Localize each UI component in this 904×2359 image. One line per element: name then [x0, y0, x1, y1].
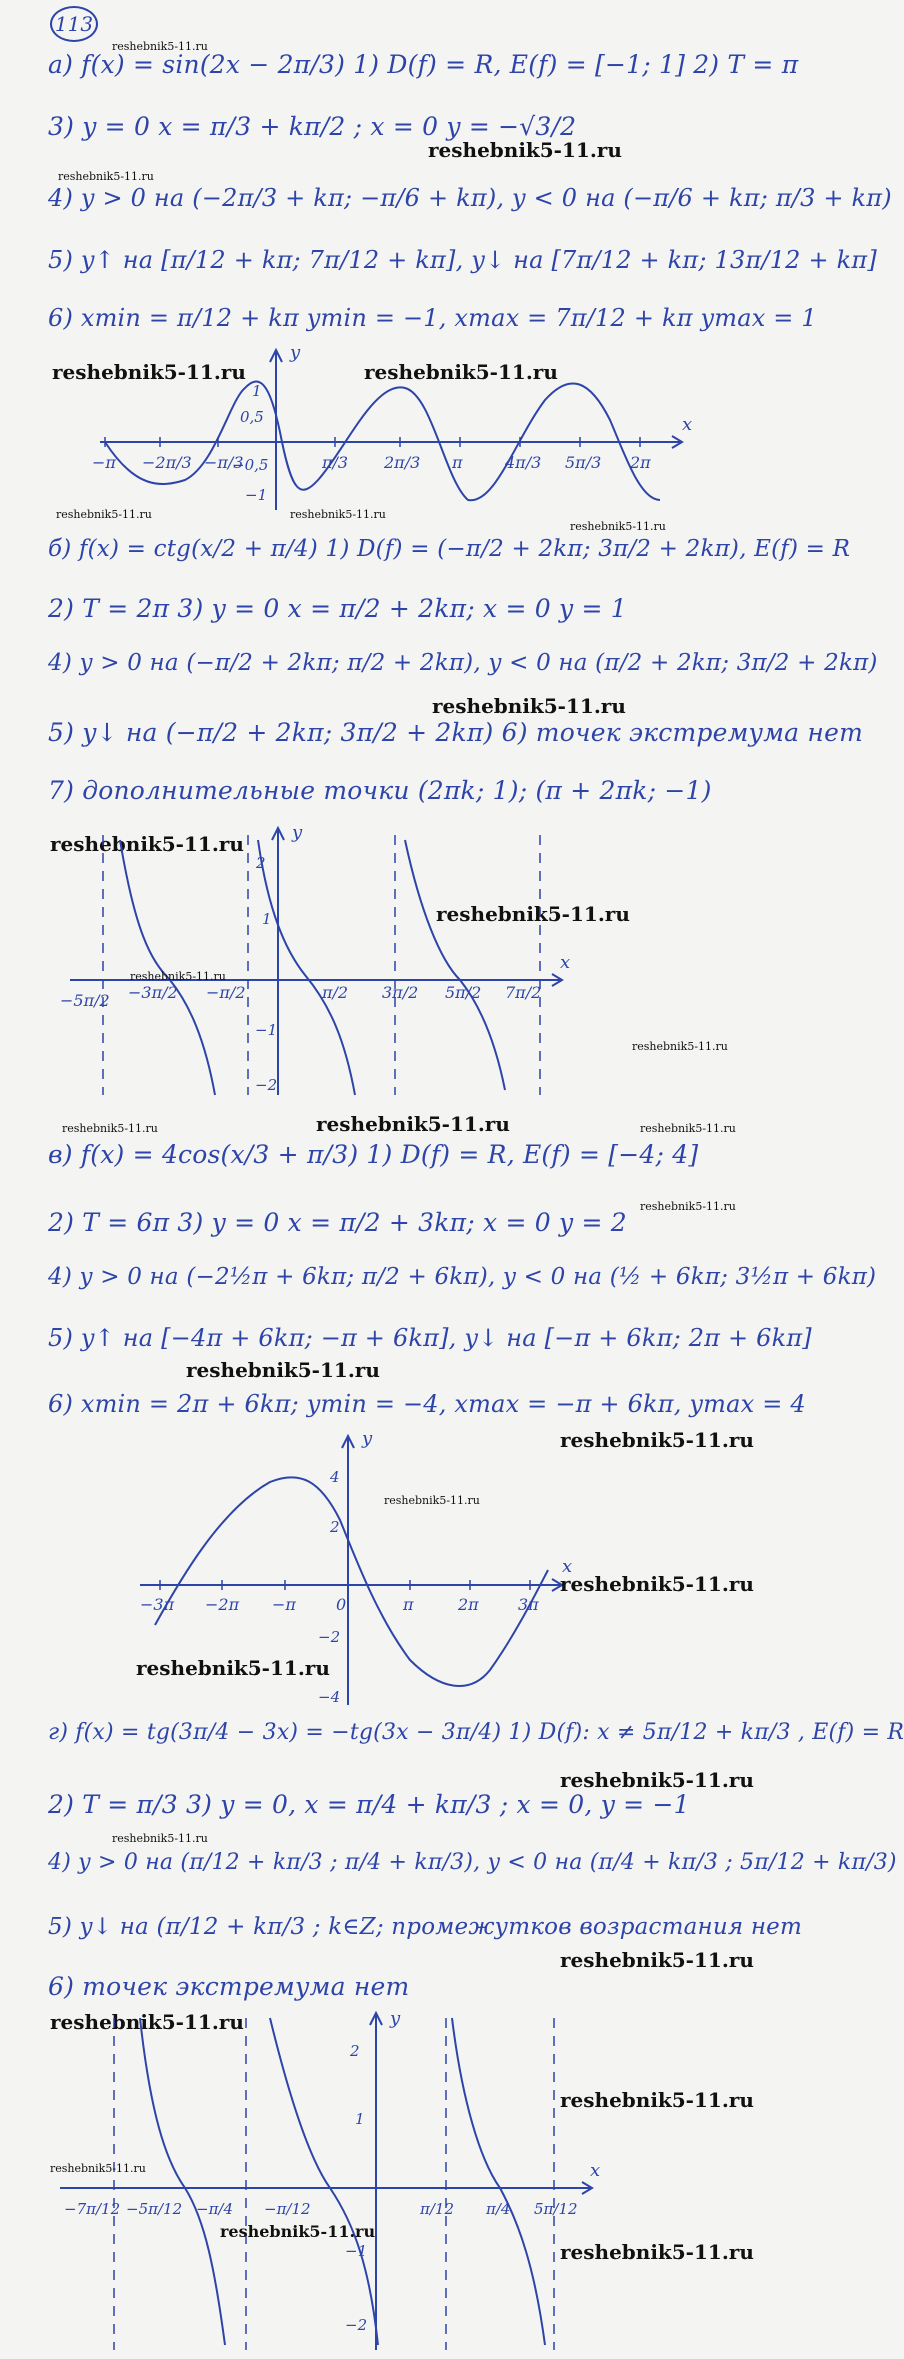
- axis-x-label: x: [560, 952, 571, 973]
- watermark: reshebnik5-11.ru: [56, 508, 152, 521]
- watermark: reshebnik5-11.ru: [570, 520, 666, 533]
- y-tick: −2: [255, 1076, 278, 1094]
- y-tick: 4: [330, 1468, 340, 1486]
- watermark: reshebnik5-11.ru: [130, 970, 226, 983]
- graph-a: [0, 340, 806, 520]
- x-tick: 0: [336, 1595, 347, 1614]
- x-tick: −7π/12: [64, 2200, 121, 2218]
- x-tick: 5π/12: [534, 2200, 578, 2218]
- x-tick: π/12: [420, 2200, 454, 2218]
- x-tick: π/3: [322, 453, 349, 472]
- x-tick: −π/2: [206, 983, 246, 1002]
- graph-c: [0, 1420, 806, 1710]
- x-tick: −2π: [205, 1595, 240, 1614]
- watermark: reshebnik5-11.ru: [112, 40, 208, 53]
- y-tick: 2: [256, 854, 266, 872]
- part-c-line-1: в) f(x) = 4cos(x/3 + π/3) 1) D(f) = R, E(f) = [−4; 4]: [48, 1140, 699, 1169]
- watermark: reshebnik5-11.ru: [290, 508, 386, 521]
- part-d-line-2: 2) T = π/3 3) y = 0, x = π/4 + kπ/3 ; x = 0, y = −1: [48, 1790, 690, 1819]
- x-tick: −π/4: [196, 2200, 234, 2218]
- part-c-line-5: 6) xmin = 2π + 6kπ; ymin = −4, xmax = −π + 6kπ, ymax = 4: [48, 1390, 806, 1418]
- problem-number: 113: [50, 6, 98, 42]
- watermark: reshebnik5-11.ru: [58, 170, 154, 183]
- y-tick: −0,5: [232, 456, 269, 474]
- y-tick: −4: [318, 1688, 341, 1706]
- watermark: reshebnik5-11.ru: [560, 2088, 754, 2112]
- x-tick: 2π: [630, 453, 651, 472]
- watermark: reshebnik5-11.ru: [384, 1494, 480, 1507]
- x-tick: −3π: [140, 1595, 175, 1614]
- watermark: reshebnik5-11.ru: [52, 360, 246, 384]
- watermark: reshebnik5-11.ru: [62, 1122, 158, 1135]
- watermark: reshebnik5-11.ru: [560, 1572, 754, 1596]
- x-tick: 4π/3: [505, 453, 542, 472]
- y-tick: 2: [350, 2042, 360, 2060]
- x-tick: −3π/2: [128, 983, 178, 1002]
- x-tick: 5π/3: [565, 453, 602, 472]
- watermark: reshebnik5-11.ru: [428, 138, 622, 162]
- x-tick: 7π/2: [505, 983, 542, 1002]
- y-tick: −1: [255, 1021, 278, 1039]
- axis-x-label: x: [590, 2160, 601, 2181]
- part-b-line-4: 5) y↓ на (−π/2 + 2kπ; 3π/2 + 2kπ) 6) точек экстремума нет: [48, 718, 863, 747]
- watermark: reshebnik5-11.ru: [640, 1122, 736, 1135]
- watermark: reshebnik5-11.ru: [50, 2010, 244, 2034]
- watermark: reshebnik5-11.ru: [220, 2222, 376, 2241]
- watermark: reshebnik5-11.ru: [136, 1656, 330, 1680]
- x-tick: 3π/2: [382, 983, 419, 1002]
- x-tick: π: [403, 1595, 414, 1614]
- graph-b: [0, 820, 806, 1100]
- part-c-line-2: 2) T = 6π 3) y = 0 x = π/2 + 3kπ; x = 0 y = 2: [48, 1208, 627, 1237]
- y-tick: −2: [318, 1628, 341, 1646]
- part-b-line-1: б) f(x) = ctg(x/2 + π/4) 1) D(f) = (−π/2 + 2kπ; 3π/2 + 2kπ), E(f) = R: [48, 536, 851, 562]
- part-a-line-2: 3) y = 0 x = π/3 + kπ/2 ; x = 0 y = −√3/2: [48, 112, 577, 141]
- watermark: reshebnik5-11.ru: [432, 694, 626, 718]
- y-tick: 1: [262, 910, 272, 928]
- x-tick: π/4: [486, 2200, 511, 2218]
- x-tick: π/2: [322, 983, 349, 1002]
- watermark: reshebnik5-11.ru: [50, 832, 244, 856]
- x-tick: −5π/2: [60, 991, 110, 1010]
- y-tick: −1: [245, 486, 268, 504]
- watermark: reshebnik5-11.ru: [560, 1768, 754, 1792]
- part-d-line-5: 6) точек экстремума нет: [48, 1972, 410, 2001]
- y-tick: −2: [345, 2316, 368, 2334]
- watermark: reshebnik5-11.ru: [640, 1200, 736, 1213]
- y-tick: 1: [355, 2110, 365, 2128]
- x-tick: −π: [272, 1595, 296, 1614]
- y-tick: 1: [252, 382, 262, 400]
- axis-x-label: x: [562, 1556, 573, 1577]
- watermark: reshebnik5-11.ru: [316, 1112, 510, 1136]
- x-tick: π: [452, 453, 463, 472]
- x-tick: 2π: [458, 1595, 479, 1614]
- x-tick: 5π/2: [445, 983, 482, 1002]
- watermark: reshebnik5-11.ru: [436, 902, 630, 926]
- watermark: reshebnik5-11.ru: [560, 2240, 754, 2264]
- x-tick: 3π: [518, 1595, 539, 1614]
- part-a-line-1: а) f(x) = sin(2x − 2π/3) 1) D(f) = R, E(f) = [−1; 1] 2) T = π: [48, 50, 799, 79]
- part-d-line-3: 4) y > 0 на (π/12 + kπ/3 ; π/4 + kπ/3), y < 0 на (π/4 + kπ/3 ; 5π/12 + kπ/3): [48, 1850, 897, 1875]
- part-a-line-5: 6) xmin = π/12 + kπ ymin = −1, xmax = 7π/12 + kπ ymax = 1: [48, 304, 817, 332]
- graph-d: [0, 2000, 806, 2355]
- y-tick: 2: [330, 1518, 340, 1536]
- y-tick: −1: [345, 2242, 368, 2260]
- x-tick: −π/12: [264, 2200, 311, 2218]
- x-tick: −π: [92, 453, 116, 472]
- watermark: reshebnik5-11.ru: [632, 1040, 728, 1053]
- part-d-line-1: г) f(x) = tg(3π/4 − 3x) = −tg(3x − 3π/4) 1) D(f): x ≠ 5π/12 + kπ/3 , E(f) = R: [48, 1720, 904, 1745]
- part-b-line-2: 2) T = 2π 3) y = 0 x = π/2 + 2kπ; x = 0 y = 1: [48, 594, 627, 623]
- axis-y-label: y: [362, 1428, 373, 1449]
- watermark: reshebnik5-11.ru: [560, 1428, 754, 1452]
- x-tick: 2π/3: [384, 453, 421, 472]
- axis-y-label: y: [290, 342, 301, 363]
- part-a-line-4: 5) y↑ на [π/12 + kπ; 7π/12 + kπ], y↓ на [7π/12 + kπ; 13π/12 + kπ]: [48, 246, 877, 274]
- axis-x-label: x: [682, 414, 693, 435]
- part-b-line-3: 4) y > 0 на (−π/2 + 2kπ; π/2 + 2kπ), y < 0 на (π/2 + 2kπ; 3π/2 + 2kπ): [48, 650, 878, 676]
- part-a-line-3: 4) y > 0 на (−2π/3 + kπ; −π/6 + kπ), y < 0 на (−π/6 + kπ; π/3 + kπ): [48, 184, 892, 212]
- axis-y-label: y: [390, 2008, 401, 2029]
- watermark: reshebnik5-11.ru: [50, 2162, 146, 2175]
- watermark: reshebnik5-11.ru: [186, 1358, 380, 1382]
- part-c-line-3: 4) y > 0 на (−2½π + 6kπ; π/2 + 6kπ), y < 0 на (½ + 6kπ; 3½π + 6kπ): [48, 1264, 877, 1290]
- watermark: reshebnik5-11.ru: [364, 360, 558, 384]
- x-tick: −5π/12: [126, 2200, 183, 2218]
- x-tick: −π/3: [204, 453, 244, 472]
- watermark: reshebnik5-11.ru: [112, 1832, 208, 1845]
- part-b-line-5: 7) дополнительные точки (2πk; 1); (π + 2πk; −1): [48, 776, 712, 805]
- part-d-line-4: 5) y↓ на (π/12 + kπ/3 ; k∈Z; промежутков возрастания нет: [48, 1914, 803, 1940]
- watermark: reshebnik5-11.ru: [560, 1948, 754, 1972]
- y-tick: 0,5: [240, 408, 264, 426]
- part-c-line-4: 5) y↑ на [−4π + 6kπ; −π + 6kπ], y↓ на [−π + 6kπ; 2π + 6kπ]: [48, 1324, 812, 1352]
- x-tick: −2π/3: [142, 453, 192, 472]
- axis-y-label: y: [292, 822, 303, 843]
